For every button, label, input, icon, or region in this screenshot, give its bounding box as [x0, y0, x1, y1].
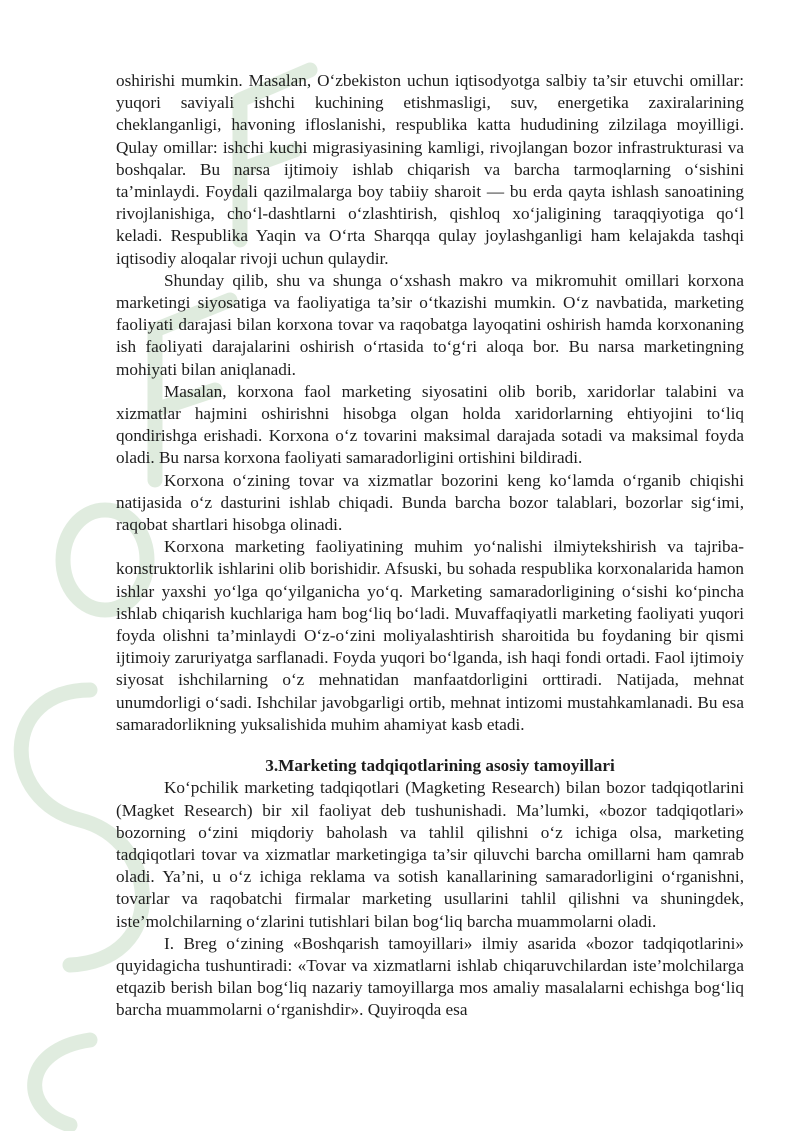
paragraph: Shunday qilib, shu va shunga o‘xshash makro va mikromuhit omillari korxona marketingi siyosatiga va faoliyatiga ta’sir o‘tkazishi mumkin. O‘z navbatida, marketing faoliyati darajasi bilan korxona tovar va raqobatga layoqatini oshirish hamda korxonaning ish faoliyati darajalarini oshirish o‘rtasida to‘g‘ri aloqa bor. Bu narsa marketingning mohiyati bilan aniqlanadi.: [116, 270, 744, 379]
paragraph: Korxona o‘zining tovar va xizmatlar bozorini keng ko‘lamda o‘rganib chiqishi natijasida o‘z dasturini ishlab chiqadi. Bunda barcha bozor talablari, bozorlar sig‘imi, raqobat shartlari hisobga olinadi.: [116, 470, 744, 535]
section-heading: 3.Marketing tadqiqotlarining asosiy tamoyillari: [265, 756, 615, 776]
document-body: [116, 70, 744, 1022]
paragraphs-before-heading: [116, 70, 744, 736]
paragraphs-after-heading: [116, 777, 744, 1021]
paragraph: Korxona marketing faoliyatining muhim yo‘nalishi ilmiytekshirish va tajriba-konstruktorlik ishlarini olib borishidir. Afsuski, bu sohada respublika korxonalarida hamon ishlar yaxshi yo‘lga qo‘yilganicha yo‘q. Marketing samaradorligining o‘sishi ko‘pincha ishlab chiqarish kuchlariga ham bog‘liq bo‘ladi. Muvaffaqiyatli marketing faoliyati yuqori foyda olishni ta’minlaydi O‘z-o‘zini moliyalashtirish sharoitida bu foydaning bir qismi ijtimoiy zaruriyatga sarflanadi. Foyda yuqori bo‘lganda, ish haqi fondi ortadi. Faol ijtimoiy siyosat ishchilarning o‘z mehnatidan manfaatdorligini orttiradi. Natijada, mehnat unumdorligi o‘sadi. Ishchilar javobgarligi ortib, mehnat intizomi mustahkamlanadi. Bu esa samaradorlikning yuksalishida muhim ahamiyat kasb etadi.: [116, 537, 744, 734]
paragraph: Ko‘pchilik marketing tadqiqotlari (Magketing Research) bilan bozor tadqiqotlarini (Magket Research) bir xil faoliyat deb tushunishadi. Ma’lumki, «bozor tadqiqotlari» bozorning o‘zini miqdoriy baholash va tahlil qilishni o‘z ichiga olsa, marketing tadqiqotlari tovar va xizmatlar marketingiga ta’sir qiluvchi barcha omillarni ham qamrab oladi. Ya’ni, u o‘z ichiga reklama va sotish kanallarining samaradorligini o‘rganishni, tovarlar va raqobatchi firmalar marketing usullarini tahlil qilishni va shuningdek, iste’molchilarning o‘zlarini tutishlari bilan bog‘liq barcha muammolarni oladi.: [116, 778, 744, 931]
paragraph: I. Breg o‘zining «Boshqarish tamoyillari» ilmiy asarida «bozor tadqiqotlarini» quyidagicha tushuntiradi: «Tovar va xizmatlarni ishlab chiqaruvchilardan iste’molchilarga etqazib berish bilan bog‘liq nazariy tamoyillarga mos amaliy masalalarni echishga bog‘liq barcha muammolarni o‘rganishdir». Quyiroqda esa: [116, 933, 744, 1020]
paragraph: oshirishi mumkin. Masalan, O‘zbekiston uchun iqtisodyotga salbiy ta’sir etuvchi omillar: yuqori saviyali ishchi kuchining etishmasligi, suv, energetika zaxiralarining cheklanganligi, havoning ifloslanishi, respublika katta hududining zilzilaga moyilligi. Qulay omillar: ishchi kuchi migrasiyasining kamligi, rivojlangan bozor infrastrukturasi va boshqalar. Bu narsa ijtimoiy ishlab chiqarish va barcha tarmoqlarning o‘sishini ta’minlaydi. Foydali qazilmalarga boy tabiiy sharoit — bu erda qayta ishlash sanoatining rivojlanishiga, cho‘l-dashtlarni o‘zlashtirish, qishloq xo‘jaligining taraqqiyotiga qo‘l keladi. Respublika Yaqin va O‘rta Sharqqa qulay joylashganligi ham kelajakda tashqi iqtisodiy aloqalar rivoji uchun qulaydir.: [116, 71, 744, 268]
paragraph: Masalan, korxona faol marketing siyosatini olib borib, xaridorlar talabini va xizmatlar hajmini oshirishni hisobga olgan holda xaridorlarning ehtiyojini to‘liq qondirishga erishadi. Korxona o‘z tovarini maksimal darajada sotadi va maksimal foyda oladi. Bu narsa korxona faoliyati samaradorligini ortishini bildiradi.: [116, 381, 744, 468]
